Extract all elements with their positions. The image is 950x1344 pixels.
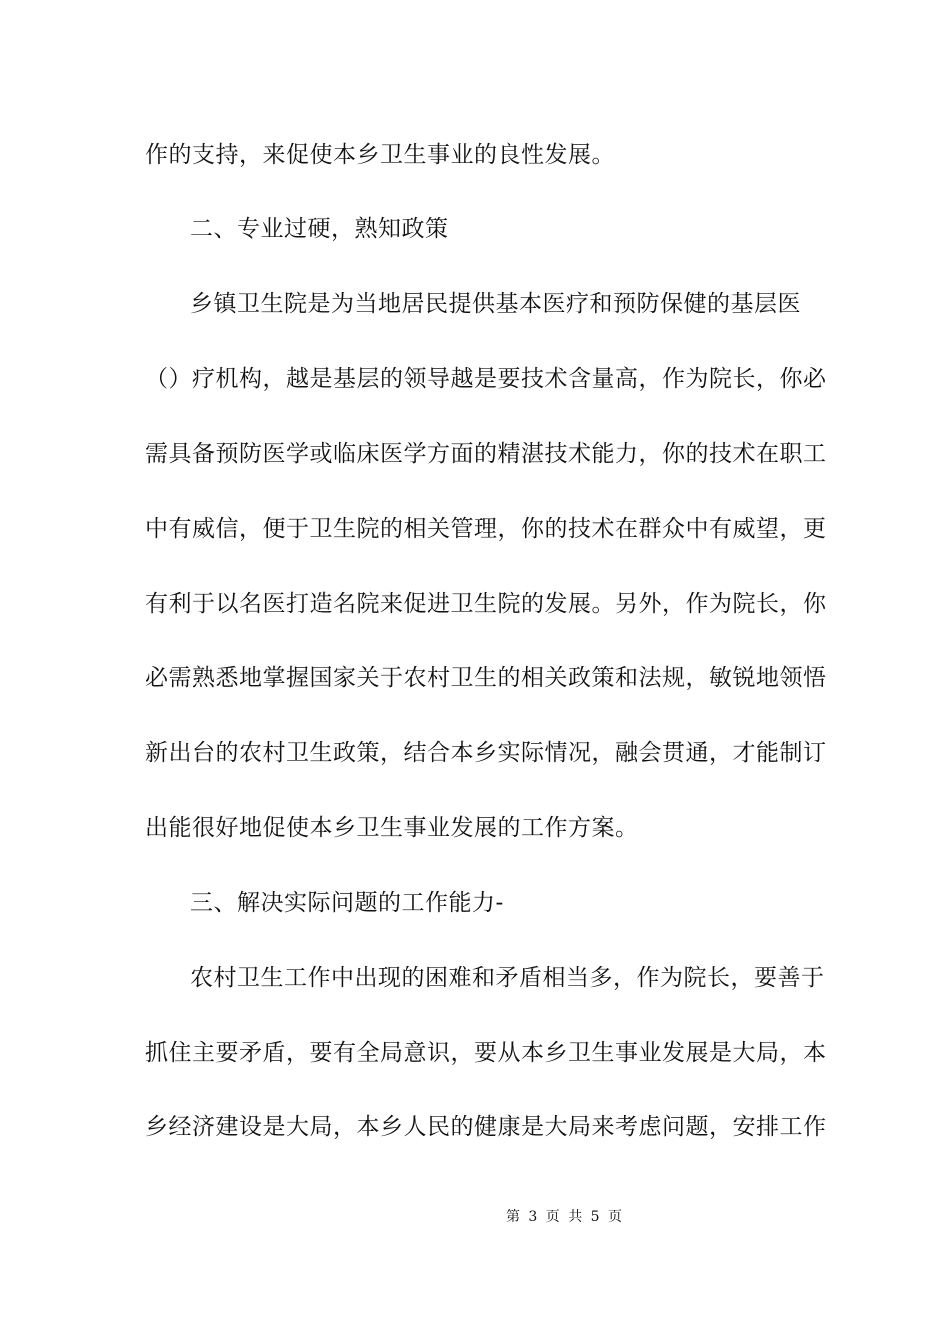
paragraph-line: 乡经济建设是大局，本乡人民的健康是大局来考虑问题，安排工作	[145, 1114, 827, 1140]
section-heading-3: 三、解决实际问题的工作能力-	[190, 890, 504, 916]
section-heading-2: 二、专业过硬，熟知政策	[190, 216, 449, 242]
paragraph-line: 农村卫生工作中出现的困难和矛盾相当多，作为院长，要善于	[190, 965, 825, 991]
text-line-1: 作的支持，来促使本乡卫生事业的良性发展。	[145, 142, 615, 168]
page-number-footer: 第 3 页 共 5 页	[505, 1209, 625, 1225]
paragraph-line: 乡镇卫生院是为当地居民提供基本医疗和预防保健的基层医	[190, 291, 801, 317]
paragraph-line: 必需熟悉地掌握国家关于农村卫生的相关政策和法规，敏锐地领悟	[145, 665, 827, 691]
paragraph-line: 中有威信，便于卫生院的相关管理，你的技术在群众中有威望，更	[145, 516, 827, 542]
paragraph-line: 新出台的农村卫生政策，结合本乡实际情况，融会贯通，才能制订	[145, 740, 827, 766]
paragraph-line: 有利于以名医打造名院来促进卫生院的发展。另外，作为院长，你	[145, 591, 827, 617]
paragraph-line: （）疗机构，越是基层的领导越是要技术含量高，作为院长，你必	[145, 366, 827, 392]
paragraph-line: 抓住主要矛盾，要有全局意识，要从本乡卫生事业发展是大局，本	[145, 1040, 827, 1066]
paragraph-line: 需具备预防医学或临床医学方面的精湛技术能力，你的技术在职工	[145, 441, 827, 467]
paragraph-line: 出能很好地促使本乡卫生事业发展的工作方案。	[145, 815, 639, 841]
